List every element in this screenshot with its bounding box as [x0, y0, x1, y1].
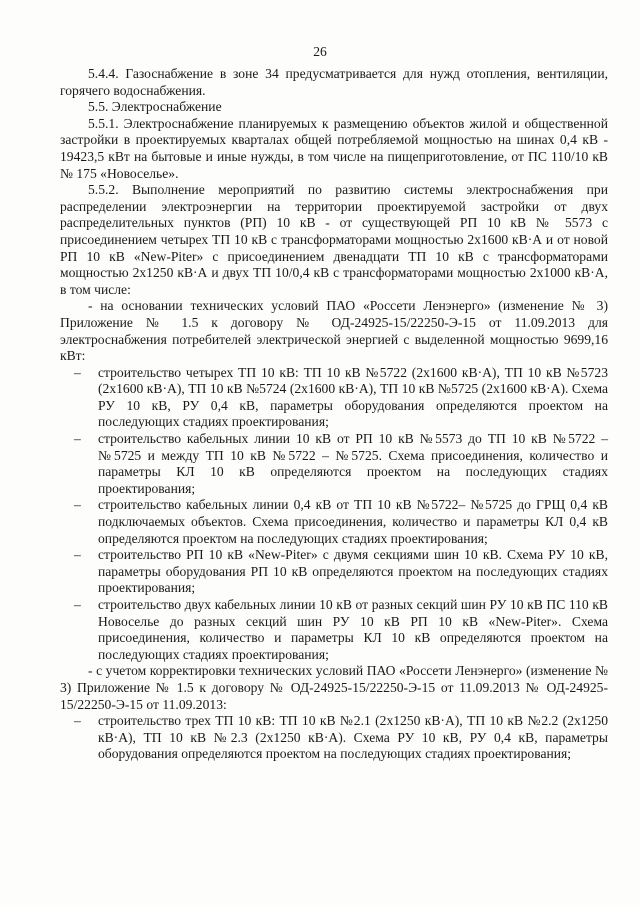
- list-item: [60, 497, 608, 547]
- list-item-text: строительство двух кабельных линии 10 кВ от разных секций шин РУ 10 кВ ПС 110 кВ Новоселье до разных секций шин РУ 10 кВ РП 10 кВ «New-Piter». Схема присоединения, количество и параметры КЛ 10 кВ определяются проектом на последующих стадиях проектирования;: [98, 597, 608, 662]
- dash-marker: –: [74, 431, 81, 447]
- bullet-list-b: [60, 713, 608, 763]
- list-item-text: строительство трех ТП 10 кВ: ТП 10 кВ №2.1 (2х1250 кВ·А), ТП 10 кВ №2.2 (2х1250 кВ·А), ТП 10 кВ №2.3 (2х1250 кВ·А). Схема РУ 10 кВ, РУ 0,4 кВ, параметры оборудования определяются проектом на последующих стадиях проектирования;: [98, 713, 608, 762]
- paragraph-5-5-2: 5.5.2. Выполнение мероприятий по развитию системы электроснабжения при распределении электроэнергии на территории проектируемой застройки от двух распределительных пунктов (РП) 10 кВ - от существующей РП 10 кВ № 5573 с присоединением четырех ТП 10 кВ с трансформаторами мощностью 2х1600 кВ·А и от новой РП 10 кВ «New-Piter» с присоединением двенадцати ТП 10 кВ с трансформаторами мощностью 2х1250 кВ·А и двух ТП 10/0,4 кВ с трансформаторами мощностью 2х1000 кВ·А, в том числе:: [60, 182, 608, 297]
- dash-marker: –: [74, 364, 81, 380]
- paragraph-tech-conditions-correction: - с учетом корректировки технических условий ПАО «Россети Ленэнерго» (изменение № 3) Приложение № 1.5 к договору № ОД-24925-15/22250-Э-15 от 11.09.2013 № ОД-24925-15/22250-Э-15 от 11.09.2013:: [60, 663, 608, 712]
- list-item: [60, 365, 608, 431]
- list-item: [60, 597, 608, 663]
- list-item: [60, 431, 608, 497]
- paragraph-5-5-1: 5.5.1. Электроснабжение планируемых к размещению объектов жилой и общественной застройки в проектируемых кварталах общей потребляемой мощностью на шинах 0,4 кВ - 19423,5 кВт на бытовые и иные нужды, в том числе на пищеприготовление, от ПС 110/10 кВ № 175 «Новоселье».: [60, 115, 608, 181]
- dash-marker: –: [74, 713, 81, 729]
- list-item-text: строительство кабельных линии 10 кВ от РП 10 кВ №5573 до ТП 10 кВ №5722 – №5725 и между ТП 10 кВ №5722 – №5725. Схема присоединения, количество и параметры КЛ 10 кВ определяются проектом на последующих стадиях проектирования;: [98, 431, 608, 496]
- dash-marker: –: [74, 547, 81, 563]
- document-body: [60, 66, 608, 763]
- list-item-text: строительство кабельных линии 0,4 кВ от ТП 10 кВ №5722– №5725 до ГРЩ 0,4 кВ подключаемых объектов. Схема присоединения, количество и параметры КЛ 0,4 кВ определяются проектом на последующих стадиях проектирования;: [98, 497, 608, 546]
- list-item: [60, 713, 608, 763]
- dash-marker: –: [74, 597, 81, 612]
- list-item-text: строительство РП 10 кВ «New-Piter» с двумя секциями шин 10 кВ. Схема РУ 10 кВ, параметры оборудования РП 10 кВ определяются проектом на последующих стадиях проектирования;: [98, 547, 608, 596]
- paragraph-tech-conditions: - на основании технических условий ПАО «Россети Ленэнерго» (изменение № 3) Приложение № 1.5 к договору № ОД-24925-15/22250-Э-15 от 11.09.2013 для электроснабжения потребителей электрической энергией с выделенной мощностью 9699,16 кВт:: [60, 298, 608, 364]
- page-number: 26: [313, 44, 327, 59]
- dash-marker: –: [74, 497, 81, 513]
- list-item: [60, 547, 608, 597]
- paragraph-5-4-4: 5.4.4. Газоснабжение в зоне 34 предусматривается для нужд отопления, вентиляции, горячего водоснабжения.: [60, 66, 608, 98]
- section-heading-5-5: 5.5. Электроснабжение: [88, 99, 222, 115]
- list-item-text: строительство четырех ТП 10 кВ: ТП 10 кВ №5722 (2х1600 кВ·А), ТП 10 кВ №5723 (2х1600 кВ·А), ТП 10 кВ №5724 (2х1600 кВ·А), ТП 10 кВ №5725 (2х1600 кВ·А). Схема РУ 10 кВ, РУ 0,4 кВ, параметры оборудования определяются проектом на последующих стадиях проектирования;: [98, 364, 608, 430]
- bullet-list-a: [60, 365, 608, 664]
